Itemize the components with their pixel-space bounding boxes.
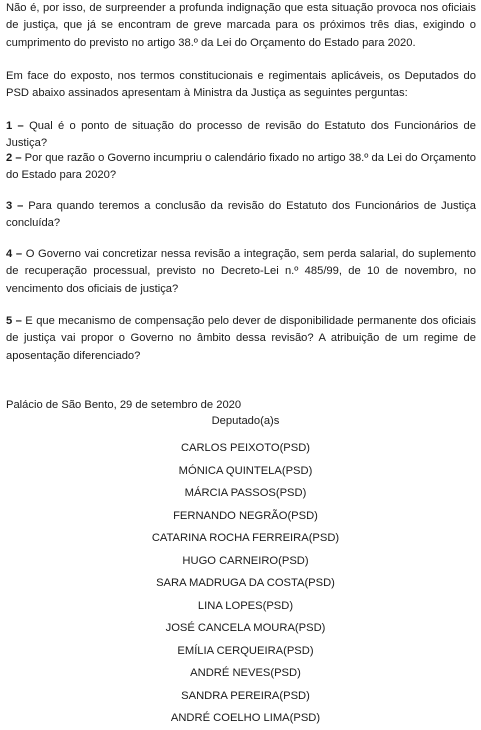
question-text: Para quando teremos a conclusão da revisão do Estatuto dos Funcionários de Justiça concluída? [6,200,476,230]
question-number: 1 – [6,120,24,132]
signatory: ANDRÉ COELHO LIMA(PSD) [170,712,321,724]
signatory: CATARINA ROCHA FERREIRA(PSD) [151,532,340,544]
question-1 [6,118,476,153]
question-text: O Governo vai concretizar nessa revisão a integração, sem perda salarial, do suplemento de recuperação processual, previsto no Decreto-Lei n.º 485/99, de 10 de novembro, no vencimento dos oficiais de justiça? [6,248,476,295]
signatory: MÁRCIA PASSOS(PSD) [184,487,307,499]
place-and-date: Palácio de São Bento, 29 de setembro de 2020 [6,399,242,411]
signatory: MÓNICA QUINTELA(PSD) [178,464,313,477]
question-number: 2 – [6,152,22,164]
intro-paragraph [6,0,476,52]
preamble-paragraph [6,68,476,103]
question-5 [6,313,476,365]
signatories-list [0,437,481,730]
signatories-heading: Deputado(a)s [211,415,280,427]
signatory: LINA LOPES(PSD) [197,599,294,612]
question-number: 5 – [6,315,22,327]
question-number: 3 – [6,200,24,212]
signatory: JOSÉ CANCELA MOURA(PSD) [165,622,326,634]
paragraph-text: Não é, por isso, de surpreender a profunda indignação que esta situação provoca nos oficiais de justiça, que já se encontram de greve marcada para os próximos três dias, exigindo o cumprimento do previsto no artigo 38.º da Lei do Orçamento do Estado para 2020. [6,2,476,49]
question-text: E que mecanismo de compensação pelo dever de disponibilidade permanente dos oficiais de justiça vai propor o Governo no âmbito dessa revisão? A atribuição de um regime de aposentação diferenciado? [6,315,476,362]
question-3 [6,198,476,233]
signatory: SANDRA PEREIRA(PSD) [181,689,310,702]
signatory: HUGO CARNEIRO(PSD) [182,554,309,567]
question-number: 4 – [6,248,23,260]
signatory: ANDRÉ NEVES(PSD) [190,667,301,679]
question-text: Por que razão o Governo incumpriu o calendário fixado no artigo 38.º da Lei do Orçamento do Estado para 2020? [6,152,476,182]
signatory: SARA MADRUGA DA COSTA(PSD) [156,577,335,589]
question-text: Qual é o ponto de situação do processo de revisão do Estatuto dos Funcionários de Justiça? [6,120,476,150]
signatory: EMÍLIA CERQUEIRA(PSD) [177,644,314,657]
paragraph-text: Em face do exposto, nos termos constitucionais e regimentais aplicáveis, os Deputados do PSD abaixo assinados apresentam à Ministra da Justiça as seguintes perguntas: [6,70,476,100]
question-4 [6,246,476,298]
signatory: FERNANDO NEGRÃO(PSD) [173,509,318,522]
signatory: CARLOS PEIXOTO(PSD) [180,442,311,454]
question-2 [6,150,476,185]
